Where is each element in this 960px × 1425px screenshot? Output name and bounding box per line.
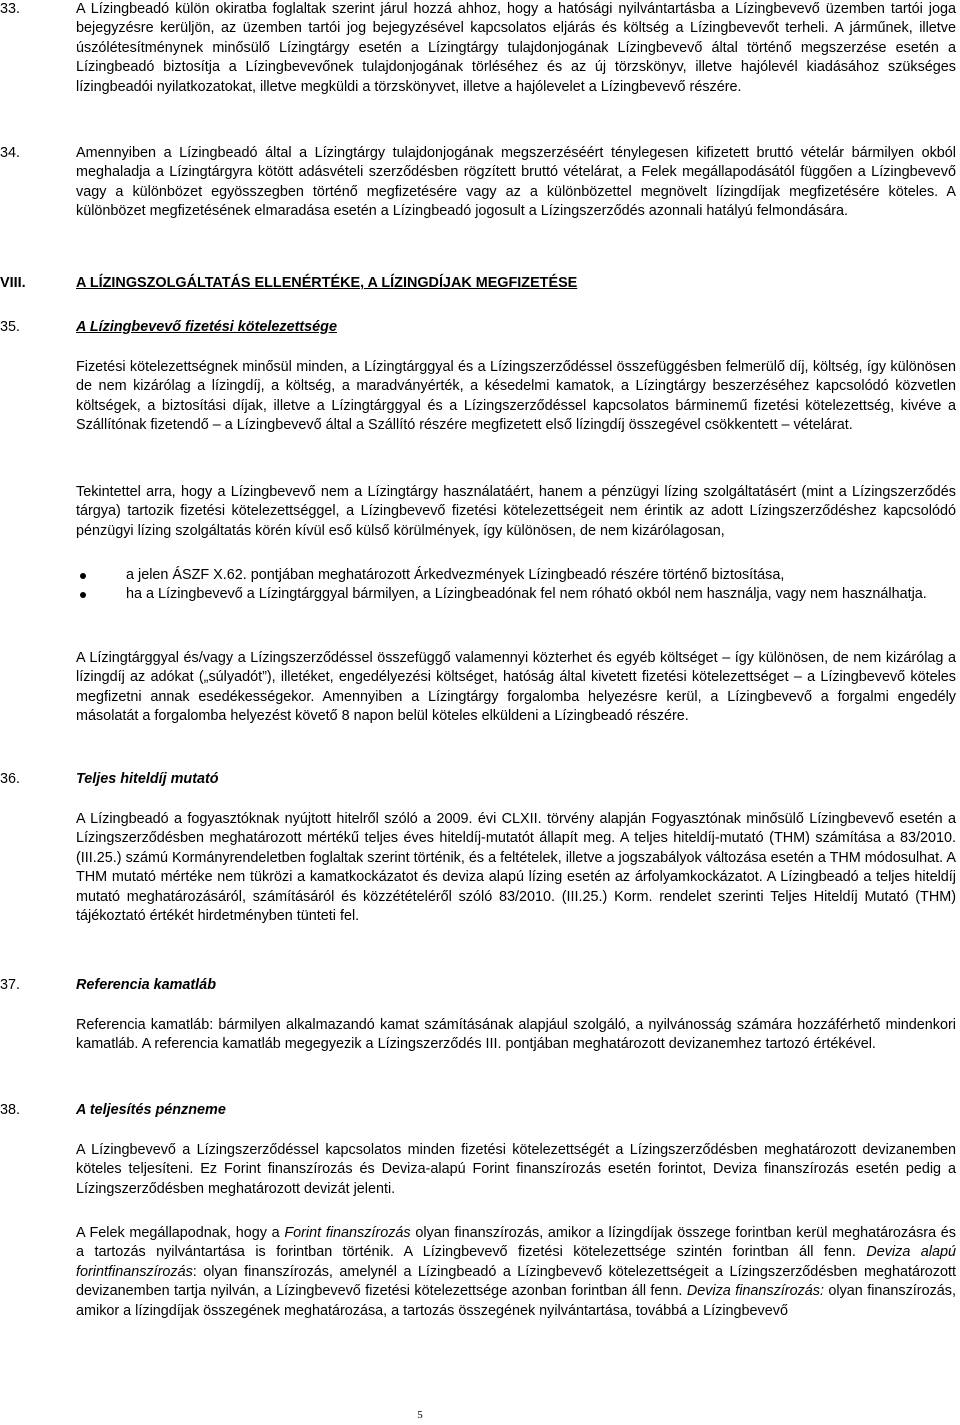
bullet-list [76,566,956,605]
paragraph-38-text-2d: olyan finanszírozás, amikor a lízingdíjak összegének meghatározása, a tartozás összegének nyilvántartása, továbbá a Lízingbevevő [76,1283,956,1319]
paragraph-38-text-2 [76,1224,956,1321]
paragraph-38-text-2a: A Felek megállapodnak, hogy a [76,1225,285,1241]
paragraph-38-title: A teljesítés pénzneme [76,1102,226,1118]
paragraph-35-title: A Lízingbevevő fizetési kötelezettsége [76,319,337,335]
term-deviza-finanszirozas: Deviza finanszírozás: [686,1283,824,1300]
paragraph-38-text-1: A Lízingbevevő a Lízingszerződéssel kapcsolatos minden fizetési kötelezettségét a Lízingszerződésben meghatározott devizanemben köteles teljesíteni. Ez Forint finanszírozás és Deviza-alapú Forint finanszírozás esetén forintot, Deviza finanszírozás esetén pedig a Lízingszerződésben meghatározott devizát jelenti. [76,1142,956,1197]
paragraph-35-text-2: Tekintettel arra, hogy a Lízingbevevő nem a Lízingtárgy használatáért, hanem a pénzügyi lízing szolgáltatásért (mint a Lízingszerződés tárgya) tartozik fizetési kötelezettséggel, a Lízingbevevő fizetési kötelezettségeit nem érintik az adott Lízingszerződéshez kapcsolódó pénzügyi lízing szolgáltatás körén kívül eső külső körülmények, így különösen, de nem kizárólagosan, [76,484,956,539]
paragraph-number: 34. [0,145,21,161]
list-item-text: ha a Lízingbevevő a Lízingtárggyal bármilyen, a Lízingbeadónak fel nem róható okból nem használja, vagy nem használhatja. [126,586,927,603]
term-deviza-alapu: Deviza alapú forintfinanszírozás [76,1244,956,1280]
paragraph-37-text: Referencia kamatláb: bármilyen alkalmazandó kamat számításának alapjául szolgáló, a nyilvánosság számára hozzáférhető mindenkori kamatláb. A referencia kamatláb megegyezik a Lízingszerződés III. pontjában meghatározott devizanemhez tartozó értékével. [76,1017,956,1053]
section-title: A LÍZINGSZOLGÁLTATÁS ELLENÉRTÉKE, A LÍZINGDÍJAK MEGFIZETÉSE [76,275,578,291]
bullet-icon [80,592,86,598]
paragraph-35-text-3: A Lízingtárggyal és/vagy a Lízingszerződéssel összefüggő valamennyi közterhet és egyéb költséget – így különösen, de nem kizárólag a lízingdíj az adókat („súlyadót”), illetéket, engedélyezési költséget, hatóság által kivetett fizetési kötelezettséget – a Lízingbevevő köteles megfizetni annak esedékességekor. Amennyiben a Lízingtárgy forgalomba helyezésre kerül, a Lízingbevevő a forgalmi engedély másolatát a forgalomba helyezést követő 8 napon belül köteles elküldeni a Lízingbeadó részére. [76,650,956,725]
paragraph-33-part1: A Lízingbeadó külön okiratba foglaltak szerint járul hozzá ahhoz, hogy a hatósági nyilvántartásba a Lízingbevevő üzemben tartói joga bejegyzésre kerüljön, az üzemben tartói jog bejegyzésével kapcsolatos eljárás és költség a Lízingbevevőt terheli. [76,1,956,37]
paragraph-number: 36. [0,771,21,787]
paragraph-33-part2: A járműnek, illetve úszólétesítménynek minősülő Lízingtárgy esetén a Lízingtárgy tulajdonjogának Lízingbevevő által történő megszerzése esetén a Lízingbeadó biztosítja a Lízingbevevőnek tulajdonjogának törléséhez és az új törzskönyv, illetve hajólevél kiadásához szükséges lízingbeadói nyilatkozatokat, illetve megküldi a törzskönyvet, illetve a hajólevelet a Lízingbevevő részére. [76,20,956,95]
paragraph-34: Amennyiben a Lízingbeadó által a Lízingtárgy tulajdonjogának megszerzéséért ténylegesen kifizetett bruttó vételár bármilyen okból meghaladja a Lízingtárgyra kötött adásvételi szerződésben rögzített bruttó vételárat, a Felek megállapodásától függően a Lízingbevevő vagy a különbözet egyösszegben történő megfizetésére vagy az a különbözettel megnövelt lízingdíjak megfizetésére köteles. A különbözet megfizetésének elmaradása esetén a Lízingbeadó jogosult a Lízingszerződés azonnali hatályú felmondására. [76,145,956,220]
paragraph-number: 33. [0,1,21,17]
section-number: VIII. [0,275,26,291]
paragraph-33 [76,0,956,97]
paragraph-number: 37. [0,977,21,993]
paragraph-number: 35. [0,319,21,335]
paragraph-37-title: Referencia kamatláb [76,977,216,993]
paragraph-38-text-2b: olyan finanszírozás, amikor a lízingdíjak összege forintban kerül meghatározásra és a tartozás nyilvántartása is forintban történik. A Lízingbevevő fizetési kötelezettsége szintén forintban áll fenn. [76,1225,956,1261]
bullet-icon [80,573,86,579]
paragraph-36-text: A Lízingbeadó a fogyasztóknak nyújtott hitelről szóló a 2009. évi CLXII. törvény alapján Fogyasztónak minősülő Lízingbevevő esetén a Lízingszerződésben meghatározott mértékű teljes éves hiteldíj-mutatót állapít meg. A teljes hiteldíj-mutató (THM) számítása a 83/2010. (III.25.) számú Kormányrendeletben foglaltak szerint történik, és a feltételek, illetve a jogszabályok változása esetén a THM módosulhat. A THM mutató mértéke nem tükrözi a kamatkockázatot és deviza alapú lízing esetén az árfolyamkockázatot. A Lízingbeadó a teljes hiteldíj mutató meghatározásáról, számításáról és közzétételéről szóló 83/2010. (III.25.) Korm. rendelet szerinti Teljes Hiteldíj Mutató (THM) tájékoztató értékét hirdetményben tünteti fel. [76,811,956,925]
list-item [76,585,956,604]
term-forint-finanszirozas: Forint finanszírozás [284,1225,411,1241]
page-number: 5 [417,1409,423,1421]
list-item-text: a jelen ÁSZF X.62. pontjában meghatározott Árkedvezmények Lízingbeadó részére történő biztosítása, [126,567,785,583]
paragraph-38-text-2c: : olyan finanszírozás, amelynél a Lízingbeadó a Lízingbevevő kötelezettségeit a Lízingszerződésben meghatározott devizanemben tartja nyilván, a Lízingbevevő fizetési kötelezettsége azonban forintban áll fenn. [76,1263,956,1300]
paragraph-36-title: Teljes hiteldíj mutató [76,771,219,787]
paragraph-number: 38. [0,1102,21,1118]
list-item [76,566,956,585]
paragraph-35-text-1: Fizetési kötelezettségnek minősül minden, a Lízingtárggyal és a Lízingszerződéssel összefüggésben felmerülő díj, költség, így különösen de nem kizárólag a lízingdíj, a költség, a maradványérték, a késedelmi kamatok, a Lízingtárgy beszerzéséhez kapcsolódó közvetlen költségek, a biztosítási díjak, illetve a Lízingtárggyal és a Lízingszerződéssel kapcsolatos bárminemű fizetési kötelezettség, kivéve a Szállítónak fizetendő – a Lízingbevevő által a Szállító részére megfizetett első lízingdíj összegével csökkentett – vételárat. [76,359,956,434]
